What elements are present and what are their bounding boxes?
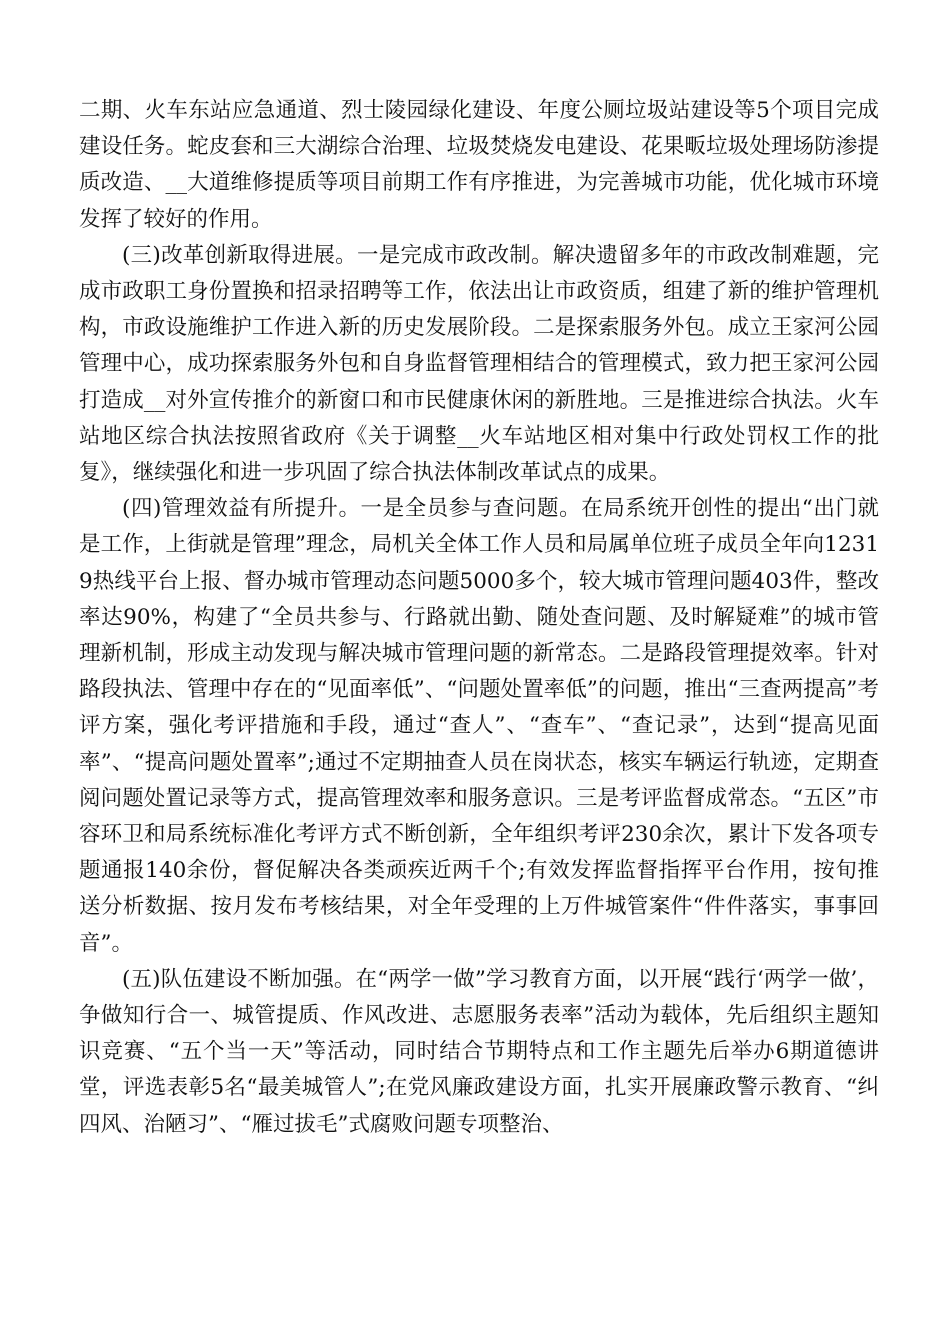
paragraph-project-completion: 二期、火车东站应急通道、烈士陵园绿化建设、年度公厕垃圾站建设等5个项目完成建设任务。蛇皮套和三大湖综合治理、垃圾焚烧发电建设、花果畈垃圾处理场防渗提质改造、__大道维修提质等项目前期工作有序推进，为完善城市功能，优化城市环境发挥了较好的作用。: [79, 98, 879, 232]
document-page: [79, 93, 879, 1143]
paragraph-team-building: (五)队伍建设不断加强。在“两学一做”学习教育方面，以开展“践行‘两学一做’，争做知行合一、城管提质、作风改进、志愿服务表率”活动为载体，先后组织主题知识竞赛、“五个当一天”等活动，同时结合节期特点和工作主题先后举办6期道德讲堂，评选表彰5名“最美城管人”;在党风廉政建设方面，扎实开展廉政警示教育、“纠四风、治陋习”、“雁过拔毛”式腐败问题专项整治、: [79, 966, 879, 1137]
paragraph-reform-innovation: (三)改革创新取得进展。一是完成市政改制。解决遗留多年的市政改制难题，完成市政职工身份置换和招录招聘等工作，依法出让市政资质，组建了新的维护管理机构，市政设施维护工作进入新的历史发展阶段。二是探索服务外包。成立王家河公园管理中心，成功探索服务外包和自身监督管理相结合的管理模式，致力把王家河公园打造成__对外宣传推介的新窗口和市民健康休闲的新胜地。三是推进综合执法。火车站地区综合执法按照省政府《关于调整__火车站地区相对集中行政处罚权工作的批复》，继续强化和进一步巩固了综合执法体制改革试点的成果。: [79, 242, 879, 486]
paragraph-management-efficiency: (四)管理效益有所提升。一是全员参与查问题。在局系统开创性的提出“出门就是工作，上街就是管理”理念，局机关全体工作人员和局属单位班子成员全年向12319热线平台上报、督办城市管理动态问题5000多个，较大城市管理问题403件，整改率达90%，构建了“全员共参与、行路就出勤、随处查问题、及时解疑难”的城市管理新机制，形成主动发现与解决城市管理问题的新常态。二是路段管理提效率。针对路段执法、管理中存在的“见面率低”、“问题处置率低”的问题，推出“三查两提高”考评方案，强化考评措施和手段，通过“查人”、“查车”、“查记录”，达到“提高见面率”、“提高问题处置率”;通过不定期抽查人员在岗状态，核实车辆运行轨迹，定期查阅问题处置记录等方式，提高管理效率和服务意识。三是考评监督成常态。“五区”市容环卫和局系统标准化考评方式不断创新，全年组织考评230余次，累计下发各项专题通报140余份，督促解决各类顽疾近两千个;有效发挥监督指挥平台作用，按旬推送分析数据、按月发布考核结果，对全年受理的上万件城管案件“件件落实，事事回音”。: [79, 496, 879, 956]
